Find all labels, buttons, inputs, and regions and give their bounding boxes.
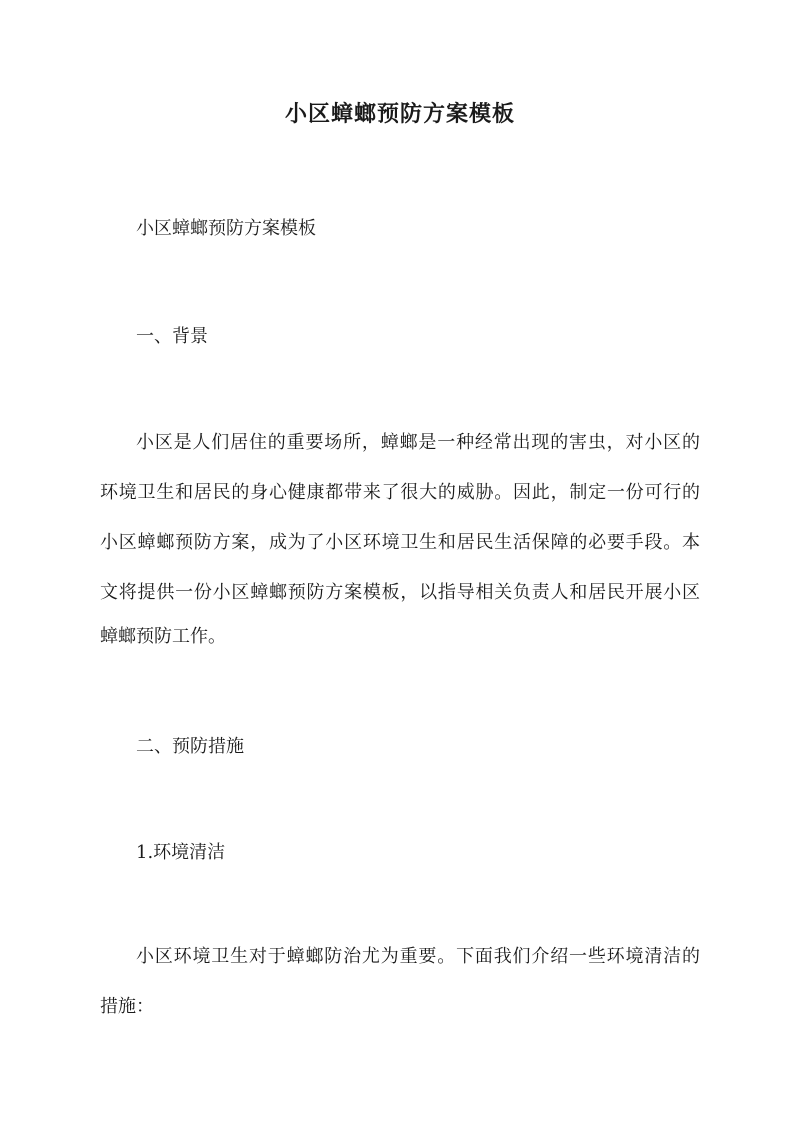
section-heading-measures: 二、预防措施 xyxy=(136,736,244,757)
section-heading-background: 一、背景 xyxy=(136,326,208,347)
subsection-heading-cleaning: 1.环境清洁 xyxy=(136,842,226,863)
background-paragraph-line: 文将提供一份小区蟑螂预防方案模板，以指导相关负责人和居民开展小区 xyxy=(100,582,700,603)
background-paragraph-line: 小区是人们居住的重要场所，蟑螂是一种经常出现的害虫，对小区的 xyxy=(136,432,700,453)
document-title: 小区蟑螂预防方案模板 xyxy=(284,101,515,127)
document-subtitle: 小区蟑螂预防方案模板 xyxy=(136,218,316,239)
background-paragraph-line: 小区蟑螂预防方案，成为了小区环境卫生和居民生活保障的必要手段。本 xyxy=(100,532,700,553)
background-paragraph-line: 环境卫生和居民的身心健康都带来了很大的威胁。因此，制定一份可行的 xyxy=(100,482,700,503)
cleaning-paragraph-line: 措施： xyxy=(100,996,154,1017)
cleaning-paragraph-line: 小区环境卫生对于蟑螂防治尤为重要。下面我们介绍一些环境清洁的 xyxy=(136,946,700,967)
background-paragraph-line: 蟑螂预防工作。 xyxy=(100,626,226,647)
